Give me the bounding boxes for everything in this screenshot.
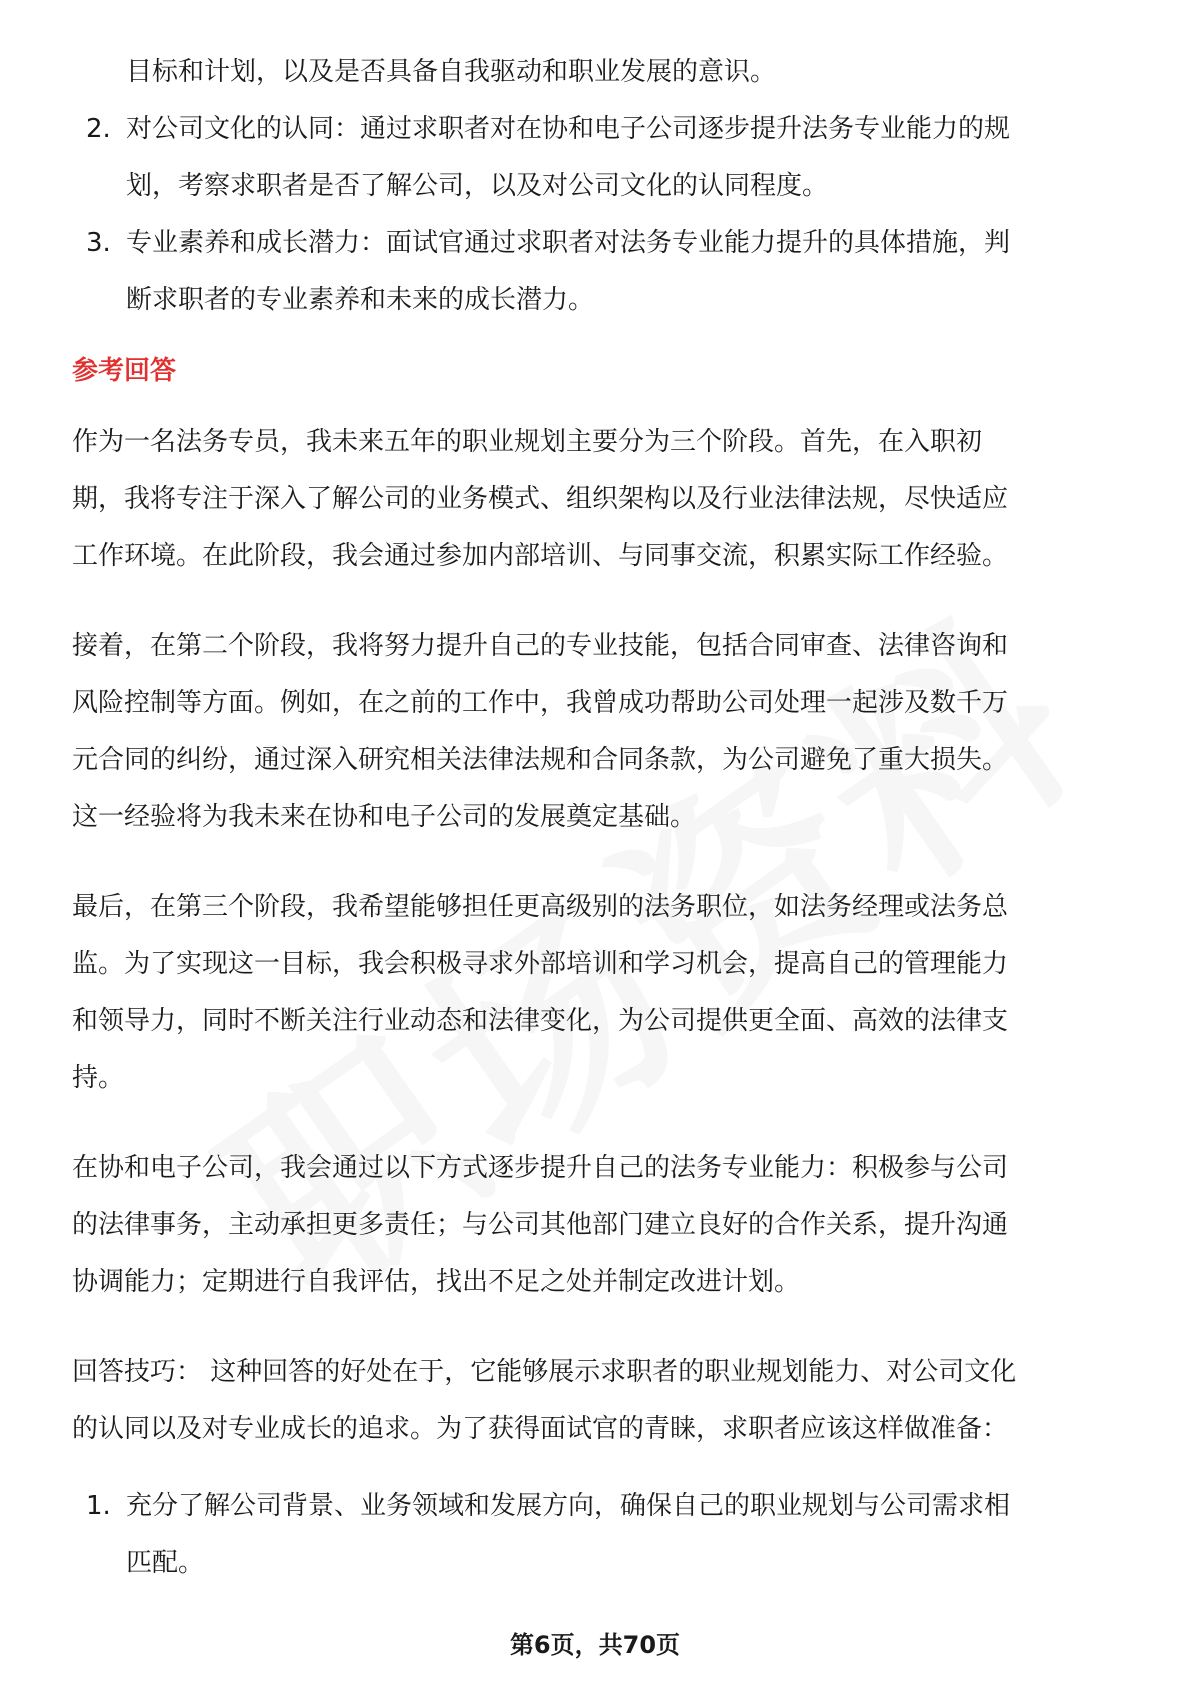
list-item-line: 匹配。 — [126, 1548, 205, 1578]
criteria-list-item — [72, 215, 1122, 329]
paragraph-line: 和领导力，同时不断关注行业动态和法律变化，为公司提供更全面、高效的法律支 — [72, 1006, 1009, 1036]
paragraph-line: 作为一名法务专员，我未来五年的职业规划主要分为三个阶段。首先，在入职初 — [72, 427, 983, 457]
list-item-line: 对公司文化的认同：通过求职者对在协和电子公司逐步提升法务专业能力的规 — [126, 114, 1011, 144]
paragraph-line: 的认同以及对专业成长的追求。为了获得面试官的青睐，求职者应该这样做准备： — [72, 1414, 1009, 1444]
page-footer: 第6页，共70页 — [509, 1631, 681, 1659]
list-number: 1. — [86, 1491, 111, 1521]
paragraph-line: 协调能力；定期进行自我评估，找出不足之处并制定改进计划。 — [72, 1267, 801, 1297]
criteria-list-item — [72, 101, 1122, 215]
list-item-line: 划，考察求职者是否了解公司，以及对公司文化的认同程度。 — [126, 171, 829, 201]
paragraph-line: 监。为了实现这一目标，我会积极寻求外部培训和学习机会，提高自己的管理能力 — [72, 949, 1009, 979]
page-content — [72, 44, 1122, 1592]
criteria-continuation-line: 目标和计划，以及是否具备自我驱动和职业发展的意识。 — [126, 57, 777, 87]
paragraph-line: 元合同的纠纷，通过深入研究相关法律法规和合同条款，为公司避免了重大损失。 — [72, 745, 1009, 775]
paragraph — [72, 1140, 1122, 1311]
paragraph-line: 风险控制等方面。例如，在之前的工作中，我曾成功帮助公司处理一起涉及数千万 — [72, 688, 1009, 718]
list-item-line: 充分了解公司背景、业务领域和发展方向，确保自己的职业规划与公司需求相 — [126, 1491, 1011, 1521]
list-number: 2. — [86, 114, 111, 144]
paragraph-line: 回答技巧： 这种回答的好处在于，它能够展示求职者的职业规划能力、对公司文化 — [72, 1357, 1017, 1387]
tips-list-item — [72, 1478, 1122, 1592]
paragraph — [72, 879, 1122, 1107]
paragraph-line: 这一经验将为我未来在协和电子公司的发展奠定基础。 — [72, 802, 697, 832]
section-heading: 参考回答 — [72, 356, 177, 386]
list-item-line: 断求职者的专业素养和未来的成长潜力。 — [126, 285, 595, 315]
paragraph-line: 最后，在第三个阶段，我希望能够担任更高级别的法务职位，如法务经理或法务总 — [72, 892, 1009, 922]
list-item-line: 专业素养和成长潜力：面试官通过求职者对法务专业能力提升的具体措施，判 — [126, 228, 1011, 258]
paragraph-line: 工作环境。在此阶段，我会通过参加内部培训、与同事交流，积累实际工作经验。 — [72, 541, 1009, 571]
paragraph — [72, 618, 1122, 846]
paragraph-line: 期，我将专注于深入了解公司的业务模式、组织架构以及行业法律法规，尽快适应 — [72, 484, 1009, 514]
paragraph-line: 的法律事务，主动承担更多责任；与公司其他部门建立良好的合作关系，提升沟通 — [72, 1210, 1009, 1240]
paragraph — [72, 414, 1122, 585]
list-number: 3. — [86, 228, 111, 258]
paragraph-line: 接着，在第二个阶段，我将努力提升自己的专业技能，包括合同审查、法律咨询和 — [72, 631, 1009, 661]
paragraph-line: 持。 — [72, 1063, 125, 1093]
paragraph-line: 在协和电子公司，我会通过以下方式逐步提升自己的法务专业能力：积极参与公司 — [72, 1153, 1009, 1183]
paragraph — [72, 1344, 1122, 1458]
